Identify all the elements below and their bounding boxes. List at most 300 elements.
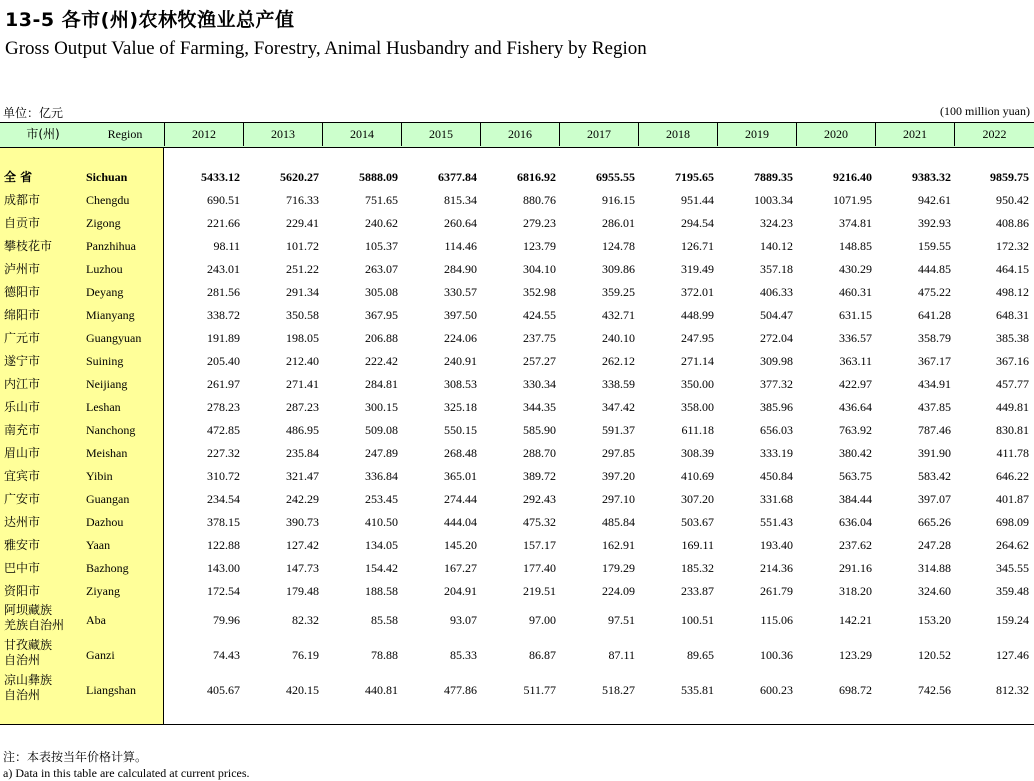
value-cell-2017: 347.42 <box>602 400 635 414</box>
region-name-en: Aba <box>86 613 106 627</box>
value-cell-2022: 9859.75 <box>990 170 1029 184</box>
value-cell-2020: 336.57 <box>839 331 872 345</box>
value-cell-2021: 247.28 <box>918 538 951 552</box>
region-name-cn: 雅安市 <box>4 538 41 552</box>
value-cell-2022: 457.77 <box>996 377 1029 391</box>
value-cell-2017: 338.59 <box>602 377 635 391</box>
table-row <box>0 580 1034 603</box>
value-cell-2016: 86.87 <box>529 648 556 662</box>
value-cell-2022: 367.16 <box>996 354 1029 368</box>
value-cell-2019: 272.04 <box>760 331 793 345</box>
value-cell-2018: 308.39 <box>681 446 714 460</box>
value-cell-2019: 7889.35 <box>754 170 793 184</box>
value-cell-2020: 636.04 <box>839 515 872 529</box>
value-cell-2022: 449.81 <box>996 400 1029 414</box>
value-cell-2017: 485.84 <box>602 515 635 529</box>
unit-label-en: (100 million yuan) <box>940 104 1030 118</box>
value-cell-2013: 321.47 <box>286 469 319 483</box>
value-cell-2019: 115.06 <box>760 613 793 627</box>
region-name-cn: 达州市 <box>4 515 41 529</box>
value-cell-2014: 188.58 <box>365 584 398 598</box>
header-region-en: Region <box>107 127 143 141</box>
table-row <box>0 396 1034 419</box>
value-cell-2013: 420.15 <box>286 683 319 697</box>
value-cell-2017: 262.12 <box>602 354 635 368</box>
value-cell-2012: 234.54 <box>207 492 240 506</box>
region-name-cn: 绵阳市 <box>4 308 41 322</box>
value-cell-2021: 665.26 <box>918 515 951 529</box>
header-year-2020: 2020 <box>796 123 875 146</box>
value-cell-2022: 812.32 <box>996 683 1029 697</box>
value-cell-2021: 120.52 <box>918 648 951 662</box>
value-cell-2013: 229.41 <box>286 216 319 230</box>
value-cell-2017: 432.71 <box>602 308 635 322</box>
header-year-2021: 2021 <box>875 123 954 146</box>
value-cell-2017: 87.11 <box>608 648 635 662</box>
region-name-en: Zigong <box>86 216 121 230</box>
value-cell-2016: 157.17 <box>523 538 556 552</box>
value-cell-2015: 815.34 <box>444 193 477 207</box>
value-cell-2021: 9383.32 <box>912 170 951 184</box>
table-row <box>0 235 1034 258</box>
value-cell-2020: 384.44 <box>839 492 872 506</box>
value-cell-2016: 585.90 <box>523 423 556 437</box>
region-name-en: Panzhihua <box>86 239 136 253</box>
value-cell-2021: 367.17 <box>918 354 951 368</box>
value-cell-2020: 9216.40 <box>833 170 872 184</box>
value-cell-2013: 287.23 <box>286 400 319 414</box>
value-cell-2015: 284.90 <box>444 262 477 276</box>
value-cell-2015: 365.01 <box>444 469 477 483</box>
value-cell-2022: 950.42 <box>996 193 1029 207</box>
region-name-en: Guangyuan <box>86 331 142 345</box>
value-cell-2016: 288.70 <box>523 446 556 460</box>
region-name-cn: 宜宾市 <box>4 469 41 483</box>
value-cell-2021: 942.61 <box>918 193 951 207</box>
value-cell-2013: 291.34 <box>286 285 319 299</box>
value-cell-2019: 100.36 <box>760 648 793 662</box>
value-cell-2016: 424.55 <box>523 308 556 322</box>
value-cell-2016: 219.51 <box>523 584 556 598</box>
value-cell-2022: 464.15 <box>996 262 1029 276</box>
value-cell-2014: 240.62 <box>365 216 398 230</box>
value-cell-2016: 344.35 <box>523 400 556 414</box>
value-cell-2013: 101.72 <box>286 239 319 253</box>
value-cell-2020: 142.21 <box>839 613 872 627</box>
value-cell-2021: 397.07 <box>918 492 951 506</box>
value-cell-2017: 397.20 <box>602 469 635 483</box>
value-cell-2017: 162.91 <box>602 538 635 552</box>
page-title-cn: 13-5 各市(州)农林牧渔业总产值 <box>5 9 295 31</box>
value-cell-2014: 206.88 <box>365 331 398 345</box>
value-cell-2016: 123.79 <box>523 239 556 253</box>
value-cell-2015: 114.46 <box>444 239 477 253</box>
region-name-en: Yaan <box>86 538 111 552</box>
value-cell-2013: 147.73 <box>286 561 319 575</box>
region-name-cn: 攀枝花市 <box>4 239 53 253</box>
value-cell-2015: 204.91 <box>444 584 477 598</box>
value-cell-2022: 159.24 <box>996 613 1029 627</box>
value-cell-2017: 179.29 <box>602 561 635 575</box>
value-cell-2022: 385.38 <box>996 331 1029 345</box>
value-cell-2016: 279.23 <box>523 216 556 230</box>
value-cell-2017: 6955.55 <box>596 170 635 184</box>
value-cell-2012: 191.89 <box>207 331 240 345</box>
value-cell-2015: 397.50 <box>444 308 477 322</box>
region-name-cn: 遂宁市 <box>4 354 41 368</box>
value-cell-2012: 5433.12 <box>201 170 240 184</box>
value-cell-2022: 648.31 <box>996 308 1029 322</box>
region-name-en: Ganzi <box>86 648 115 662</box>
table-bottom-rule <box>0 724 1034 725</box>
value-cell-2012: 98.11 <box>213 239 240 253</box>
value-cell-2014: 305.08 <box>365 285 398 299</box>
value-cell-2019: 450.84 <box>760 469 793 483</box>
header-year-2016: 2016 <box>480 123 559 146</box>
value-cell-2013: 82.32 <box>292 613 319 627</box>
region-name-cn: 全 省 <box>4 170 33 184</box>
value-cell-2014: 247.89 <box>365 446 398 460</box>
table-row <box>0 465 1034 488</box>
value-cell-2014: 367.95 <box>365 308 398 322</box>
value-cell-2020: 363.11 <box>839 354 872 368</box>
table-row <box>0 373 1034 396</box>
value-cell-2019: 656.03 <box>760 423 793 437</box>
value-cell-2014: 253.45 <box>365 492 398 506</box>
value-cell-2013: 212.40 <box>286 354 319 368</box>
value-cell-2020: 763.92 <box>839 423 872 437</box>
value-cell-2012: 690.51 <box>207 193 240 207</box>
value-cell-2021: 434.91 <box>918 377 951 391</box>
value-cell-2021: 787.46 <box>918 423 951 437</box>
value-cell-2015: 260.64 <box>444 216 477 230</box>
value-cell-2019: 1003.34 <box>754 193 793 207</box>
value-cell-2014: 410.50 <box>365 515 398 529</box>
value-cell-2020: 422.97 <box>839 377 872 391</box>
value-cell-2019: 193.40 <box>760 538 793 552</box>
value-cell-2019: 214.36 <box>760 561 793 575</box>
value-cell-2022: 401.87 <box>996 492 1029 506</box>
value-cell-2019: 406.33 <box>760 285 793 299</box>
value-cell-2017: 286.01 <box>602 216 635 230</box>
value-cell-2016: 352.98 <box>523 285 556 299</box>
value-cell-2016: 511.77 <box>523 683 556 697</box>
unit-label-cn: 单位：亿元 <box>3 106 64 120</box>
value-cell-2019: 600.23 <box>760 683 793 697</box>
value-cell-2020: 563.75 <box>839 469 872 483</box>
table-header <box>0 122 1034 148</box>
value-cell-2012: 472.85 <box>207 423 240 437</box>
value-cell-2020: 291.16 <box>839 561 872 575</box>
value-cell-2017: 518.27 <box>602 683 635 697</box>
value-cell-2022: 359.48 <box>996 584 1029 598</box>
value-cell-2021: 583.42 <box>918 469 951 483</box>
region-name-en: Ziyang <box>86 584 120 598</box>
value-cell-2015: 224.06 <box>444 331 477 345</box>
value-cell-2016: 257.27 <box>523 354 556 368</box>
value-cell-2017: 359.25 <box>602 285 635 299</box>
value-cell-2018: 233.87 <box>681 584 714 598</box>
value-cell-2016: 237.75 <box>523 331 556 345</box>
value-cell-2014: 78.88 <box>371 648 398 662</box>
value-cell-2013: 251.22 <box>286 262 319 276</box>
value-cell-2019: 551.43 <box>760 515 793 529</box>
table-row <box>0 258 1034 281</box>
region-name-cn: 资阳市 <box>4 584 41 598</box>
value-cell-2012: 74.43 <box>213 648 240 662</box>
value-cell-2014: 222.42 <box>365 354 398 368</box>
value-cell-2018: 358.00 <box>681 400 714 414</box>
table-row <box>0 304 1034 327</box>
value-cell-2015: 550.15 <box>444 423 477 437</box>
region-name-en: Guangan <box>86 492 130 506</box>
value-cell-2015: 477.86 <box>444 683 477 697</box>
region-name-cn: 甘孜藏族 自治州 <box>4 638 53 667</box>
value-cell-2021: 324.60 <box>918 584 951 598</box>
value-cell-2016: 6816.92 <box>517 170 556 184</box>
value-cell-2021: 742.56 <box>918 683 951 697</box>
region-name-cn: 眉山市 <box>4 446 41 460</box>
header-year-2014: 2014 <box>322 123 401 146</box>
region-name-cn: 广元市 <box>4 331 41 345</box>
region-name-cn: 凉山彝族 自治州 <box>4 673 53 702</box>
region-name-cn: 阿坝藏族 羌族自治州 <box>4 603 65 632</box>
value-cell-2015: 93.07 <box>450 613 477 627</box>
value-cell-2016: 330.34 <box>523 377 556 391</box>
value-cell-2018: 611.18 <box>681 423 714 437</box>
value-cell-2012: 378.15 <box>207 515 240 529</box>
table-row <box>0 488 1034 511</box>
value-cell-2020: 123.29 <box>839 648 872 662</box>
value-cell-2020: 380.42 <box>839 446 872 460</box>
value-cell-2015: 308.53 <box>444 377 477 391</box>
value-cell-2014: 336.84 <box>365 469 398 483</box>
value-cell-2012: 281.56 <box>207 285 240 299</box>
footnote-cn: 注：本表按当年价格计算。 <box>3 750 148 764</box>
value-cell-2012: 122.88 <box>207 538 240 552</box>
value-cell-2013: 716.33 <box>286 193 319 207</box>
table-row <box>0 638 1034 673</box>
table-row <box>0 350 1034 373</box>
value-cell-2012: 243.01 <box>207 262 240 276</box>
value-cell-2022: 830.81 <box>996 423 1029 437</box>
value-cell-2020: 318.20 <box>839 584 872 598</box>
table-row <box>0 281 1034 304</box>
region-name-cn: 广安市 <box>4 492 41 506</box>
header-year-2013: 2013 <box>243 123 322 146</box>
value-cell-2021: 641.28 <box>918 308 951 322</box>
value-cell-2012: 205.40 <box>207 354 240 368</box>
region-name-en: Dazhou <box>86 515 124 529</box>
value-cell-2013: 350.58 <box>286 308 319 322</box>
table-row-total <box>0 166 1034 188</box>
table-row <box>0 189 1034 212</box>
region-name-cn: 自贡市 <box>4 216 41 230</box>
value-cell-2015: 167.27 <box>444 561 477 575</box>
value-cell-2019: 309.98 <box>760 354 793 368</box>
table-row <box>0 327 1034 350</box>
value-cell-2018: 100.51 <box>681 613 714 627</box>
region-name-cn: 南充市 <box>4 423 41 437</box>
value-cell-2018: 185.32 <box>681 561 714 575</box>
value-cell-2013: 198.05 <box>286 331 319 345</box>
value-cell-2012: 143.00 <box>207 561 240 575</box>
value-cell-2022: 498.12 <box>996 285 1029 299</box>
region-name-cn: 德阳市 <box>4 285 41 299</box>
value-cell-2021: 314.88 <box>918 561 951 575</box>
value-cell-2022: 408.86 <box>996 216 1029 230</box>
value-cell-2017: 124.78 <box>602 239 635 253</box>
value-cell-2014: 5888.09 <box>359 170 398 184</box>
value-cell-2019: 324.23 <box>760 216 793 230</box>
value-cell-2022: 345.55 <box>996 561 1029 575</box>
value-cell-2012: 79.96 <box>213 613 240 627</box>
table-row <box>0 212 1034 235</box>
region-name-cn: 乐山市 <box>4 400 41 414</box>
value-cell-2014: 284.81 <box>365 377 398 391</box>
value-cell-2017: 97.51 <box>608 613 635 627</box>
region-name-en: Luzhou <box>86 262 123 276</box>
table-row <box>0 442 1034 465</box>
value-cell-2015: 444.04 <box>444 515 477 529</box>
value-cell-2017: 591.37 <box>602 423 635 437</box>
region-name-en: Suining <box>86 354 124 368</box>
value-cell-2013: 127.42 <box>286 538 319 552</box>
value-cell-2012: 261.97 <box>207 377 240 391</box>
region-name-en: Yibin <box>86 469 113 483</box>
value-cell-2016: 880.76 <box>523 193 556 207</box>
region-name-en: Bazhong <box>86 561 129 575</box>
value-cell-2016: 475.32 <box>523 515 556 529</box>
header-year-2017: 2017 <box>559 123 638 146</box>
value-cell-2018: 307.20 <box>681 492 714 506</box>
value-cell-2014: 440.81 <box>365 683 398 697</box>
value-cell-2014: 154.42 <box>365 561 398 575</box>
value-cell-2021: 437.85 <box>918 400 951 414</box>
value-cell-2020: 148.85 <box>839 239 872 253</box>
value-cell-2022: 264.62 <box>996 538 1029 552</box>
footnote-en: a) Data in this table are calculated at current prices. <box>3 766 250 780</box>
value-cell-2020: 460.31 <box>839 285 872 299</box>
page-title-en: Gross Output Value of Farming, Forestry, Animal Husbandry and Fishery by Region <box>5 38 647 59</box>
value-cell-2022: 172.32 <box>996 239 1029 253</box>
value-cell-2015: 85.33 <box>450 648 477 662</box>
region-name-en: Neijiang <box>86 377 128 391</box>
value-cell-2014: 85.58 <box>371 613 398 627</box>
value-cell-2018: 350.00 <box>681 377 714 391</box>
value-cell-2016: 177.40 <box>523 561 556 575</box>
value-cell-2021: 391.90 <box>918 446 951 460</box>
table-row <box>0 534 1034 557</box>
region-name-cn: 巴中市 <box>4 561 41 575</box>
value-cell-2014: 134.05 <box>365 538 398 552</box>
table-row <box>0 511 1034 534</box>
value-cell-2014: 263.07 <box>365 262 398 276</box>
value-cell-2013: 235.84 <box>286 446 319 460</box>
region-name-en: Meishan <box>86 446 128 460</box>
region-name-en: Chengdu <box>86 193 130 207</box>
value-cell-2018: 503.67 <box>681 515 714 529</box>
value-cell-2018: 169.11 <box>681 538 714 552</box>
value-cell-2015: 330.57 <box>444 285 477 299</box>
value-cell-2020: 374.81 <box>839 216 872 230</box>
region-name-en: Leshan <box>86 400 121 414</box>
value-cell-2015: 325.18 <box>444 400 477 414</box>
value-cell-2012: 405.67 <box>207 683 240 697</box>
table-row <box>0 603 1034 638</box>
value-cell-2012: 310.72 <box>207 469 240 483</box>
value-cell-2020: 430.29 <box>839 262 872 276</box>
value-cell-2021: 159.55 <box>918 239 951 253</box>
value-cell-2021: 358.79 <box>918 331 951 345</box>
value-cell-2013: 179.48 <box>286 584 319 598</box>
value-cell-2016: 389.72 <box>523 469 556 483</box>
value-cell-2018: 951.44 <box>681 193 714 207</box>
value-cell-2018: 535.81 <box>681 683 714 697</box>
value-cell-2012: 172.54 <box>207 584 240 598</box>
value-cell-2018: 7195.65 <box>675 170 714 184</box>
value-cell-2017: 297.85 <box>602 446 635 460</box>
value-cell-2021: 444.85 <box>918 262 951 276</box>
value-cell-2018: 247.95 <box>681 331 714 345</box>
value-cell-2018: 319.49 <box>681 262 714 276</box>
region-name-cn: 泸州市 <box>4 262 41 276</box>
value-cell-2016: 304.10 <box>523 262 556 276</box>
value-cell-2017: 224.09 <box>602 584 635 598</box>
table-row <box>0 419 1034 442</box>
value-cell-2019: 357.18 <box>760 262 793 276</box>
value-cell-2022: 646.22 <box>996 469 1029 483</box>
value-cell-2021: 392.93 <box>918 216 951 230</box>
table-row <box>0 557 1034 580</box>
value-cell-2020: 237.62 <box>839 538 872 552</box>
value-cell-2015: 268.48 <box>444 446 477 460</box>
value-cell-2018: 271.14 <box>681 354 714 368</box>
value-cell-2013: 76.19 <box>292 648 319 662</box>
value-cell-2012: 227.32 <box>207 446 240 460</box>
value-cell-2013: 390.73 <box>286 515 319 529</box>
value-cell-2022: 127.46 <box>996 648 1029 662</box>
value-cell-2020: 698.72 <box>839 683 872 697</box>
header-year-2012: 2012 <box>164 123 243 146</box>
value-cell-2019: 140.12 <box>760 239 793 253</box>
header-year-2018: 2018 <box>638 123 717 146</box>
value-cell-2017: 240.10 <box>602 331 635 345</box>
value-cell-2019: 333.19 <box>760 446 793 460</box>
value-cell-2014: 300.15 <box>365 400 398 414</box>
region-name-en: Nanchong <box>86 423 136 437</box>
value-cell-2014: 751.65 <box>365 193 398 207</box>
value-cell-2013: 486.95 <box>286 423 319 437</box>
value-cell-2016: 292.43 <box>523 492 556 506</box>
value-cell-2018: 89.65 <box>687 648 714 662</box>
value-cell-2014: 105.37 <box>365 239 398 253</box>
value-cell-2012: 338.72 <box>207 308 240 322</box>
value-cell-2015: 274.44 <box>444 492 477 506</box>
value-cell-2016: 97.00 <box>529 613 556 627</box>
value-cell-2013: 271.41 <box>286 377 319 391</box>
value-cell-2017: 297.10 <box>602 492 635 506</box>
value-cell-2018: 294.54 <box>681 216 714 230</box>
header-region-cn: 市(州) <box>26 127 60 141</box>
value-cell-2018: 410.69 <box>681 469 714 483</box>
value-cell-2020: 1071.95 <box>833 193 872 207</box>
region-name-en: Liangshan <box>86 683 136 697</box>
header-year-2022: 2022 <box>954 123 1034 146</box>
value-cell-2012: 278.23 <box>207 400 240 414</box>
region-name-cn: 成都市 <box>4 193 41 207</box>
value-cell-2013: 5620.27 <box>280 170 319 184</box>
